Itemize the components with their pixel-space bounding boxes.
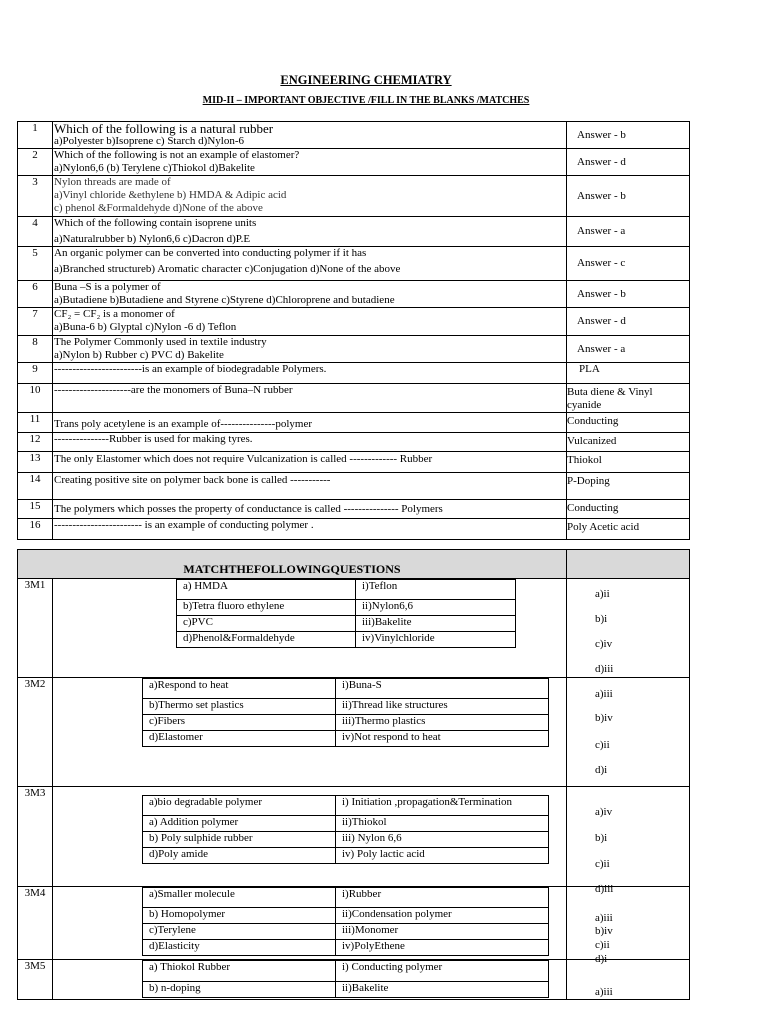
question-options: a)Branched structureb) Aromatic character c)Conjugation d)None of the above	[54, 263, 401, 275]
match-right-item: ii)Condensation polymer	[336, 908, 549, 924]
match-set-body	[53, 579, 567, 678]
question-text: ---------------Rubber is used for making tyres.	[54, 433, 253, 445]
question-row	[18, 308, 690, 336]
answer-cell: Answer - d	[567, 149, 690, 176]
match-pair-row	[143, 982, 549, 998]
question-row	[18, 247, 690, 281]
match-heading: MATCHTHEFOLLOWINGQUESTIONS	[18, 550, 567, 579]
match-set-body	[53, 887, 567, 960]
match-right-item: i)Buna-S	[336, 679, 549, 699]
question-number: 8	[18, 336, 53, 363]
question-cell	[53, 217, 567, 247]
match-left-item: d)Elasticity	[143, 940, 336, 956]
match-inner-table	[142, 887, 549, 956]
match-pair-row	[143, 679, 549, 699]
question-cell	[53, 281, 567, 308]
question-cell	[53, 452, 567, 473]
match-left-item: a) Thiokol Rubber	[143, 961, 336, 982]
question-text: The only Elastomer which does not require Vulcanization is called ------------- Rubber	[54, 453, 433, 465]
match-left-item: a)bio degradable polymer	[143, 796, 336, 816]
question-number: 3	[18, 176, 53, 217]
match-right-item: iv)Not respond to heat	[336, 731, 549, 747]
question-text: ---------------------are the monomers of Buna–N rubber	[54, 384, 293, 396]
match-left-item: a) HMDA	[177, 580, 356, 600]
match-answers	[567, 678, 690, 787]
question-row	[18, 149, 690, 176]
page-subtitle: MID-II – IMPORTANT OBJECTIVE /FILL IN THE BLANKS /MATCHES	[202, 95, 530, 106]
match-pair-row	[143, 888, 549, 908]
match-answer: a)iii	[595, 986, 613, 998]
match-right-item: i) Conducting polymer	[336, 961, 549, 982]
question-cell	[53, 500, 567, 519]
match-answer: c)ii	[595, 939, 610, 951]
page-title: ENGINEERING CHEMIATRY	[280, 73, 452, 87]
answer-cell: Answer - c	[567, 247, 690, 281]
question-cell	[53, 433, 567, 452]
question-cell	[53, 122, 567, 149]
question-row	[18, 433, 690, 452]
question-row	[18, 519, 690, 540]
match-set-number: 3M4	[18, 887, 53, 960]
match-answer: c)iv	[595, 638, 613, 650]
match-answer: d)iii	[595, 883, 614, 895]
question-cell	[53, 336, 567, 363]
answer-cell: Answer - a	[567, 217, 690, 247]
match-pair-row	[143, 832, 549, 848]
match-answer: b)iv	[595, 925, 613, 937]
question-number: 13	[18, 452, 53, 473]
match-answers	[567, 887, 690, 965]
question-row	[18, 217, 690, 247]
question-number: 2	[18, 149, 53, 176]
match-left-item: c)PVC	[177, 616, 356, 632]
question-number: 16	[18, 519, 53, 540]
answer-cell: P-Doping	[567, 473, 690, 500]
answer-cell: Conducting	[567, 413, 690, 433]
question-row	[18, 384, 690, 413]
answer-cell: Poly Acetic acid	[567, 519, 690, 540]
match-set-row	[18, 678, 690, 787]
match-answer: d)iii	[595, 663, 614, 675]
question-options: c) phenol &Formaldehyde d)None of the above	[54, 202, 263, 214]
match-inner-table	[142, 795, 549, 864]
match-pair-row	[143, 940, 549, 956]
answer-cell: Answer - b	[567, 281, 690, 308]
answer-cell: Answer - b	[567, 122, 690, 149]
match-right-item: iv)PolyEthene	[336, 940, 549, 956]
question-row	[18, 363, 690, 384]
question-number: 14	[18, 473, 53, 500]
match-pair-row	[143, 924, 549, 940]
match-set-row	[18, 887, 690, 960]
match-answer: b)i	[595, 613, 608, 625]
question-row	[18, 500, 690, 519]
question-row	[18, 452, 690, 473]
match-set-row	[18, 960, 690, 1000]
match-pair-row	[143, 796, 549, 816]
match-left-item: b)Thermo set plastics	[143, 699, 336, 715]
question-text: An organic polymer can be converted into conducting polymer if it has	[54, 247, 367, 259]
match-left-item: d)Elastomer	[143, 731, 336, 747]
answer-cell: Thiokol	[567, 452, 690, 473]
question-options: a)Naturalrubber b) Nylon6,6 c)Dacron d)P.E	[54, 233, 251, 245]
match-answer: b)iv	[595, 712, 613, 724]
question-options: a)Vinyl chloride &ethylene b) HMDA & Adipic acid	[54, 189, 287, 201]
question-row	[18, 473, 690, 500]
question-options: a)Butadiene b)Butadiene and Styrene c)Styrene d)Chloroprene and butadiene	[54, 294, 395, 306]
question-cell	[53, 308, 567, 336]
match-pair-row	[143, 715, 549, 731]
match-set-number: 3M2	[18, 678, 53, 787]
question-number: 11	[18, 413, 53, 433]
question-text: ------------------------ is an example of conducting polymer .	[54, 519, 314, 531]
match-left-item: b)Tetra fluoro ethylene	[177, 600, 356, 616]
question-text: ------------------------is an example of biodegradable Polymers.	[54, 363, 327, 375]
question-cell	[53, 519, 567, 540]
question-options: a)Buna-6 b) Glyptal c)Nylon -6 d) Teflon	[54, 321, 237, 333]
match-answer: a)ii	[595, 588, 610, 600]
answer-cell: Answer - a	[567, 336, 690, 363]
question-text: The Polymer Commonly used in textile industry	[54, 336, 267, 348]
match-answers	[567, 960, 690, 1000]
answer-cell: Vulcanized	[567, 433, 690, 452]
match-set-body	[53, 787, 567, 887]
question-cell	[53, 384, 567, 413]
match-pair-row	[143, 848, 549, 864]
match-pair-row	[177, 580, 516, 600]
match-set-body	[53, 678, 567, 787]
question-cell	[53, 413, 567, 433]
match-right-item: iii)Thermo plastics	[336, 715, 549, 731]
match-left-item: a)Respond to heat	[143, 679, 336, 699]
match-answer: c)ii	[595, 858, 610, 870]
match-pair-row	[177, 632, 516, 648]
match-set-number: 3M5	[18, 960, 53, 1000]
match-answer: c)ii	[595, 739, 610, 751]
match-set-row	[18, 579, 690, 678]
match-right-item: ii)Bakelite	[336, 982, 549, 998]
match-left-item: c)Fibers	[143, 715, 336, 731]
match-set-number: 3M1	[18, 579, 53, 678]
question-cell	[53, 473, 567, 500]
match-inner-table	[176, 579, 516, 648]
match-answers	[567, 787, 690, 895]
question-number: 4	[18, 217, 53, 247]
question-number: 6	[18, 281, 53, 308]
match-right-item: iv) Poly lactic acid	[336, 848, 549, 864]
match-pair-row	[177, 600, 516, 616]
match-pair-row	[143, 731, 549, 747]
match-inner-table	[142, 960, 549, 998]
answer-cell: Conducting	[567, 500, 690, 519]
answer-cell: Buta diene & Vinyl cyanide	[567, 384, 690, 413]
match-right-item: i)Rubber	[336, 888, 549, 908]
match-answer: d)i	[595, 953, 608, 965]
question-row	[18, 413, 690, 433]
question-options: a)Polyester b)Isoprene c) Starch d)Nylon-6	[54, 135, 244, 147]
match-left-item: b) n-doping	[143, 982, 336, 998]
question-options: a)Nylon6,6 (b) Terylene c)Thiokol d)Bakelite	[54, 162, 255, 174]
match-right-item: i)Teflon	[356, 580, 516, 600]
match-right-item: iv)Vinylchloride	[356, 632, 516, 648]
question-text: Creating positive site on polymer back bone is called -----------	[54, 474, 331, 486]
match-pair-row	[143, 908, 549, 924]
match-table	[17, 549, 690, 1000]
question-text: CF₂ = CF₂ is a monomer of	[54, 308, 175, 320]
question-text: Nylon threads are made of	[54, 176, 171, 188]
question-number: 10	[18, 384, 53, 413]
match-right-item: iii)Monomer	[336, 924, 549, 940]
match-pair-row	[143, 699, 549, 715]
match-left-item: a) Addition polymer	[143, 816, 336, 832]
match-right-item: iii) Nylon 6,6	[336, 832, 549, 848]
match-set-row	[18, 787, 690, 887]
question-cell	[53, 363, 567, 384]
question-text: Which of the following contain isoprene units	[54, 217, 257, 229]
question-row	[18, 281, 690, 308]
question-number: 7	[18, 308, 53, 336]
match-left-item: c)Terylene	[143, 924, 336, 940]
match-answer: a)iv	[595, 806, 613, 818]
question-row	[18, 336, 690, 363]
answer-cell: Answer - d	[567, 308, 690, 336]
match-right-item: ii)Thread like structures	[336, 699, 549, 715]
match-answer: a)iii	[595, 912, 613, 924]
match-answers	[567, 579, 690, 678]
question-cell	[53, 176, 567, 217]
match-heading-side	[567, 550, 690, 579]
question-text: Trans poly acetylene is an example of---------------polymer	[54, 418, 312, 430]
question-number: 9	[18, 363, 53, 384]
question-number: 12	[18, 433, 53, 452]
match-right-item: iii)Bakelite	[356, 616, 516, 632]
match-right-item: ii)Thiokol	[336, 816, 549, 832]
question-text: The polymers which posses the property of conductance is called --------------- Polymers	[54, 503, 443, 515]
match-set-number: 3M3	[18, 787, 53, 887]
match-left-item: d)Poly amide	[143, 848, 336, 864]
match-inner-table	[142, 678, 549, 747]
match-left-item: d)Phenol&Formaldehyde	[177, 632, 356, 648]
match-left-item: a)Smaller molecule	[143, 888, 336, 908]
match-answer: a)iii	[595, 688, 613, 700]
match-right-item: ii)Nylon6,6	[356, 600, 516, 616]
question-row	[18, 176, 690, 217]
answer-cell: PLA	[567, 363, 690, 384]
match-answer: d)i	[595, 764, 608, 776]
answer-cell: Answer - b	[567, 176, 690, 217]
match-left-item: b) Poly sulphide rubber	[143, 832, 336, 848]
match-left-item: b) Homopolymer	[143, 908, 336, 924]
question-cell	[53, 149, 567, 176]
match-pair-row	[177, 616, 516, 632]
question-text: Which of the following is not an example of elastomer?	[54, 149, 300, 161]
question-text: Which of the following is a natural rubber	[54, 121, 274, 136]
question-row	[18, 122, 690, 149]
match-answer: b)i	[595, 832, 608, 844]
question-text: Buna –S is a polymer of	[54, 281, 161, 293]
question-number: 5	[18, 247, 53, 281]
question-number: 1	[18, 122, 53, 149]
questions-table	[17, 121, 690, 540]
question-options: a)Nylon b) Rubber c) PVC d) Bakelite	[54, 349, 224, 361]
match-set-body	[53, 960, 567, 1000]
match-pair-row	[143, 961, 549, 982]
match-right-item: i) Initiation ,propagation&Termination	[336, 796, 549, 816]
question-cell	[53, 247, 567, 281]
match-pair-row	[143, 816, 549, 832]
question-number: 15	[18, 500, 53, 519]
